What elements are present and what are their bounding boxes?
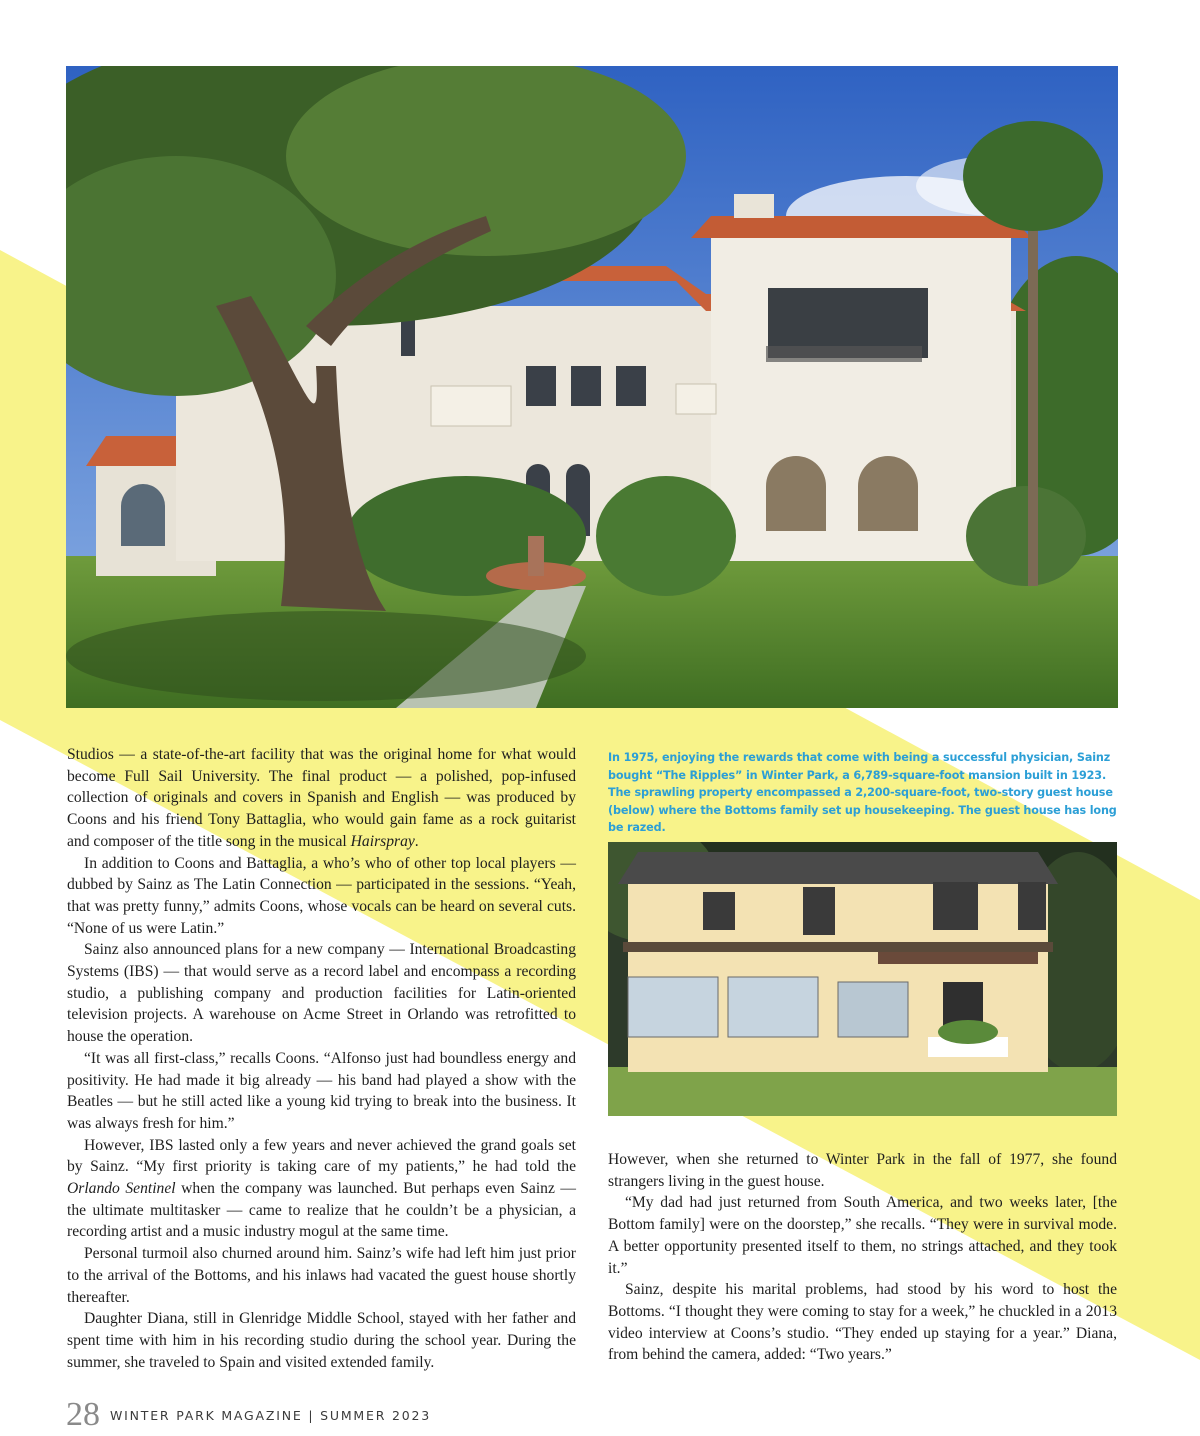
- text-run: However, IBS lasted only a few years and never achieved the grand goals set by Sainz. “My first priority is taking care of my patients,” he had told the: [67, 1136, 576, 1176]
- text-run: when the company was launched. But perhaps even Sainz — the ultimate multitasker — came to realize that he couldn’t be a physician, a recording artist and a music industry mogul at the same time.: [67, 1180, 576, 1241]
- text-run: “My dad had just returned from South America, and two weeks later, [the Bottom family] were on the doorstep,” she recalls. “They were in survival mode. A better opportunity presented itself to them, no strings attached, and they took it.”: [608, 1194, 1117, 1277]
- text-run: Studios — a state-of-the-art facility that was the original home for what would become Full Sail University. The final product — a polished, pop-infused collection of originals and covers in Spanish and English — was produced by Coons and his friend Tony Battaglia, who would gain fame as a rock guitarist and composer of the title song in the musical: [67, 746, 576, 850]
- text-run: Sainz also announced plans for a new company — International Broadcasting Systems (IBS) — that would serve as a record label and encompass a recording studio, a publishing company and production facilities for Latin-oriented television projects. A warehouse on Acme Street in Orlando was retrofitted to house the operation.: [67, 941, 576, 1046]
- guest-house-photo: [608, 842, 1117, 1116]
- article-paragraph: [67, 1308, 576, 1373]
- photo-caption: In 1975, enjoying the rewards that come with being a successful physician, Sainz bought “The Ripples” in Winter Park, a 6,789-square-foot mansion built in 1923. The sprawling property encompassed a 2,200-square-foot, two-story guest house (below) where the Bottoms family set up housekeeping. The guest house has long be razed.: [608, 751, 1117, 835]
- article-paragraph: [67, 853, 576, 940]
- article-paragraph: [67, 1048, 576, 1135]
- publication-name: WINTER PARK MAGAZINE | SUMMER 2023: [110, 1407, 431, 1423]
- text-run: However, when she returned to Winter Park in the fall of 1977, she found strangers living in the guest house.: [608, 1151, 1117, 1190]
- article-paragraph: [67, 1135, 576, 1244]
- article-paragraph: [67, 1243, 576, 1308]
- text-run: .: [414, 832, 419, 850]
- text-run-italic: Orlando Sentinel: [67, 1180, 176, 1198]
- text-run: Personal turmoil also churned around him. Sainz’s wife had left him just prior to the arrival of the Bottoms, and his inlaws had vacated the guest house shortly thereafter.: [67, 1245, 576, 1306]
- article-left-column: [67, 744, 576, 1373]
- article-paragraph: [608, 1149, 1117, 1192]
- article-paragraph: [608, 1279, 1117, 1366]
- article-right-column: [608, 1149, 1117, 1366]
- article-paragraph: [608, 1192, 1117, 1279]
- article-paragraph: [67, 939, 576, 1048]
- text-run: “It was all first-class,” recalls Coons. “Alfonso just had boundless energy and positivity. He had made it big already — his band had played a show with the Beatles — but he still acted like a young kid trying to break into the business. It was always fresh for him.”: [67, 1049, 576, 1132]
- page-footer: [66, 1396, 431, 1436]
- mansion-photo: [66, 66, 1118, 708]
- text-run: In addition to Coons and Battaglia, a who’s who of other top local players — dubbed by Sainz as The Latin Connection — participated in the sessions. “Yeah, that was pretty funny,” admits Coons, whose vocals can be heard on several cuts. “None of us were Latin.”: [67, 854, 576, 937]
- article-paragraph: [67, 744, 576, 853]
- text-run: Daughter Diana, still in Glenridge Middle School, stayed with her father and spent time with him in his recording studio during the school year. During the summer, she traveled to Spain and visited extended family.: [67, 1310, 576, 1371]
- text-run-italic: Hairspray: [350, 832, 415, 850]
- page-number: 28: [66, 1396, 100, 1433]
- text-run: Sainz, despite his marital problems, had stood by his word to host the Bottoms. “I thought they were coming to stay for a week,” he chuckled in a 2013 video interview at Coons’s studio. “They ended up staying for a year.” Diana, from behind the camera, added: “Two years.”: [608, 1281, 1117, 1364]
